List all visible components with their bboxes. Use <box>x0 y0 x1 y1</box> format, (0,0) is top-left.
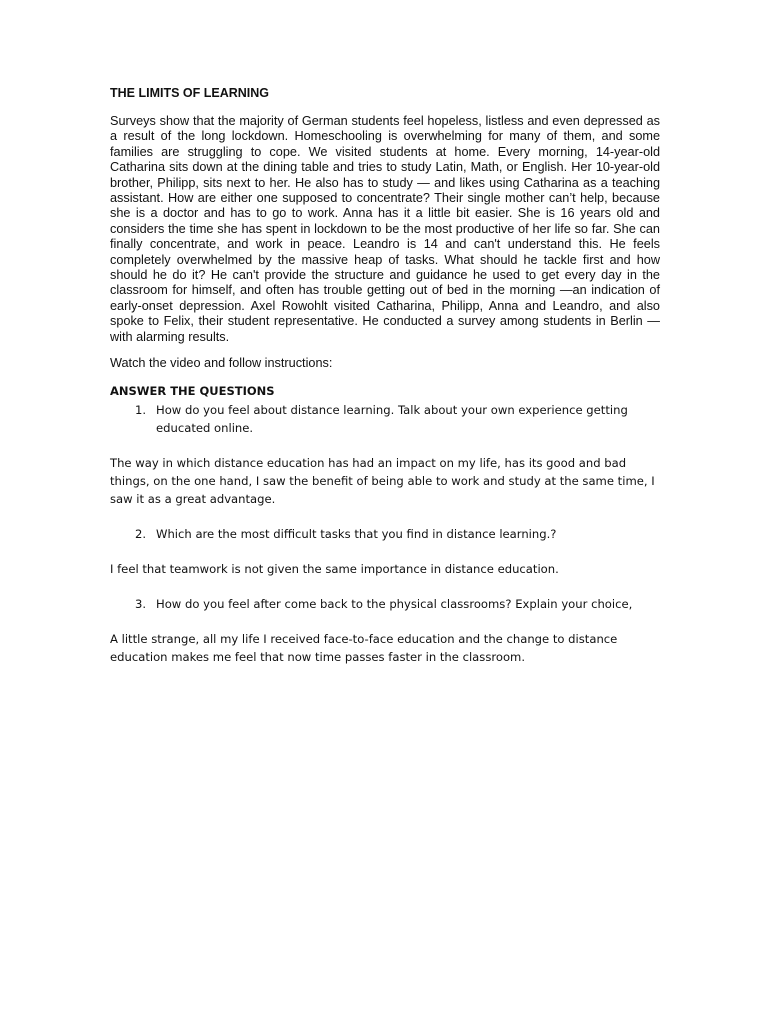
question-number: 3. <box>134 597 146 612</box>
question-2 <box>110 525 660 543</box>
question-text: How do you feel after come back to the physical classrooms? Explain your choice, <box>156 597 633 612</box>
instruction-text: Watch the video and follow instructions: <box>110 356 333 371</box>
question-1 <box>110 401 660 437</box>
intro-paragraph: Surveys show that the majority of German students feel hopeless, listless and even depressed as a result of the long lockdown. Homeschooling is overwhelming for many of them, and some families are struggling to cope. We visited students at home. Every morning, 14-year-old Catharina sits down at the dining table and tries to study Latin, Math, or English. Her 10-year-old brother, Philipp, sits next to her. He also has to study — and likes using Catharina as a teaching assistant. How are either one supposed to concentrate? Their single mother can’t help, because she is a doctor and has to go to work. Anna has it a little bit easier. She is 16 years old and considers the time she has spent in lockdown to be the most productive of her life so far. She can finally concentrate, and work in peace. Leandro is 14 and can't understand this. He feels completely overwhelmed by the massive heap of tasks. What should he tackle first and how should he do it? He can't provide the structure and guidance he used to get every day in the classroom for himself, and often has trouble getting out of bed in the morning —an indication of early-onset depression. Axel Rowohlt visited Catharina, Philipp, Anna and Leandro, and also spoke to Felix, their student representative. He conducted a survey among students in Berlin — with alarming results. <box>110 114 660 344</box>
question-text: Which are the most difficult tasks that you find in distance learning.? <box>156 527 557 542</box>
answer-1: The way in which distance education has had an impact on my life, has its good and bad things, on the one hand, I saw the benefit of being able to work and study at the same time, I saw it as a great advantage. <box>110 456 655 507</box>
question-3 <box>110 595 660 613</box>
question-text: How do you feel about distance learning. Talk about your own experience getting educated online. <box>156 403 628 436</box>
document-page <box>110 84 660 666</box>
section-heading: ANSWER THE QUESTIONS <box>110 384 275 399</box>
question-number: 1. <box>134 403 146 418</box>
answer-3: A little strange, all my life I received face-to-face education and the change to distance education makes me feel that now time passes faster in the classroom. <box>110 632 618 665</box>
question-number: 2. <box>134 527 146 542</box>
document-title: THE LIMITS OF LEARNING <box>110 86 270 100</box>
answer-2: I feel that teamwork is not given the same importance in distance education. <box>110 562 559 577</box>
